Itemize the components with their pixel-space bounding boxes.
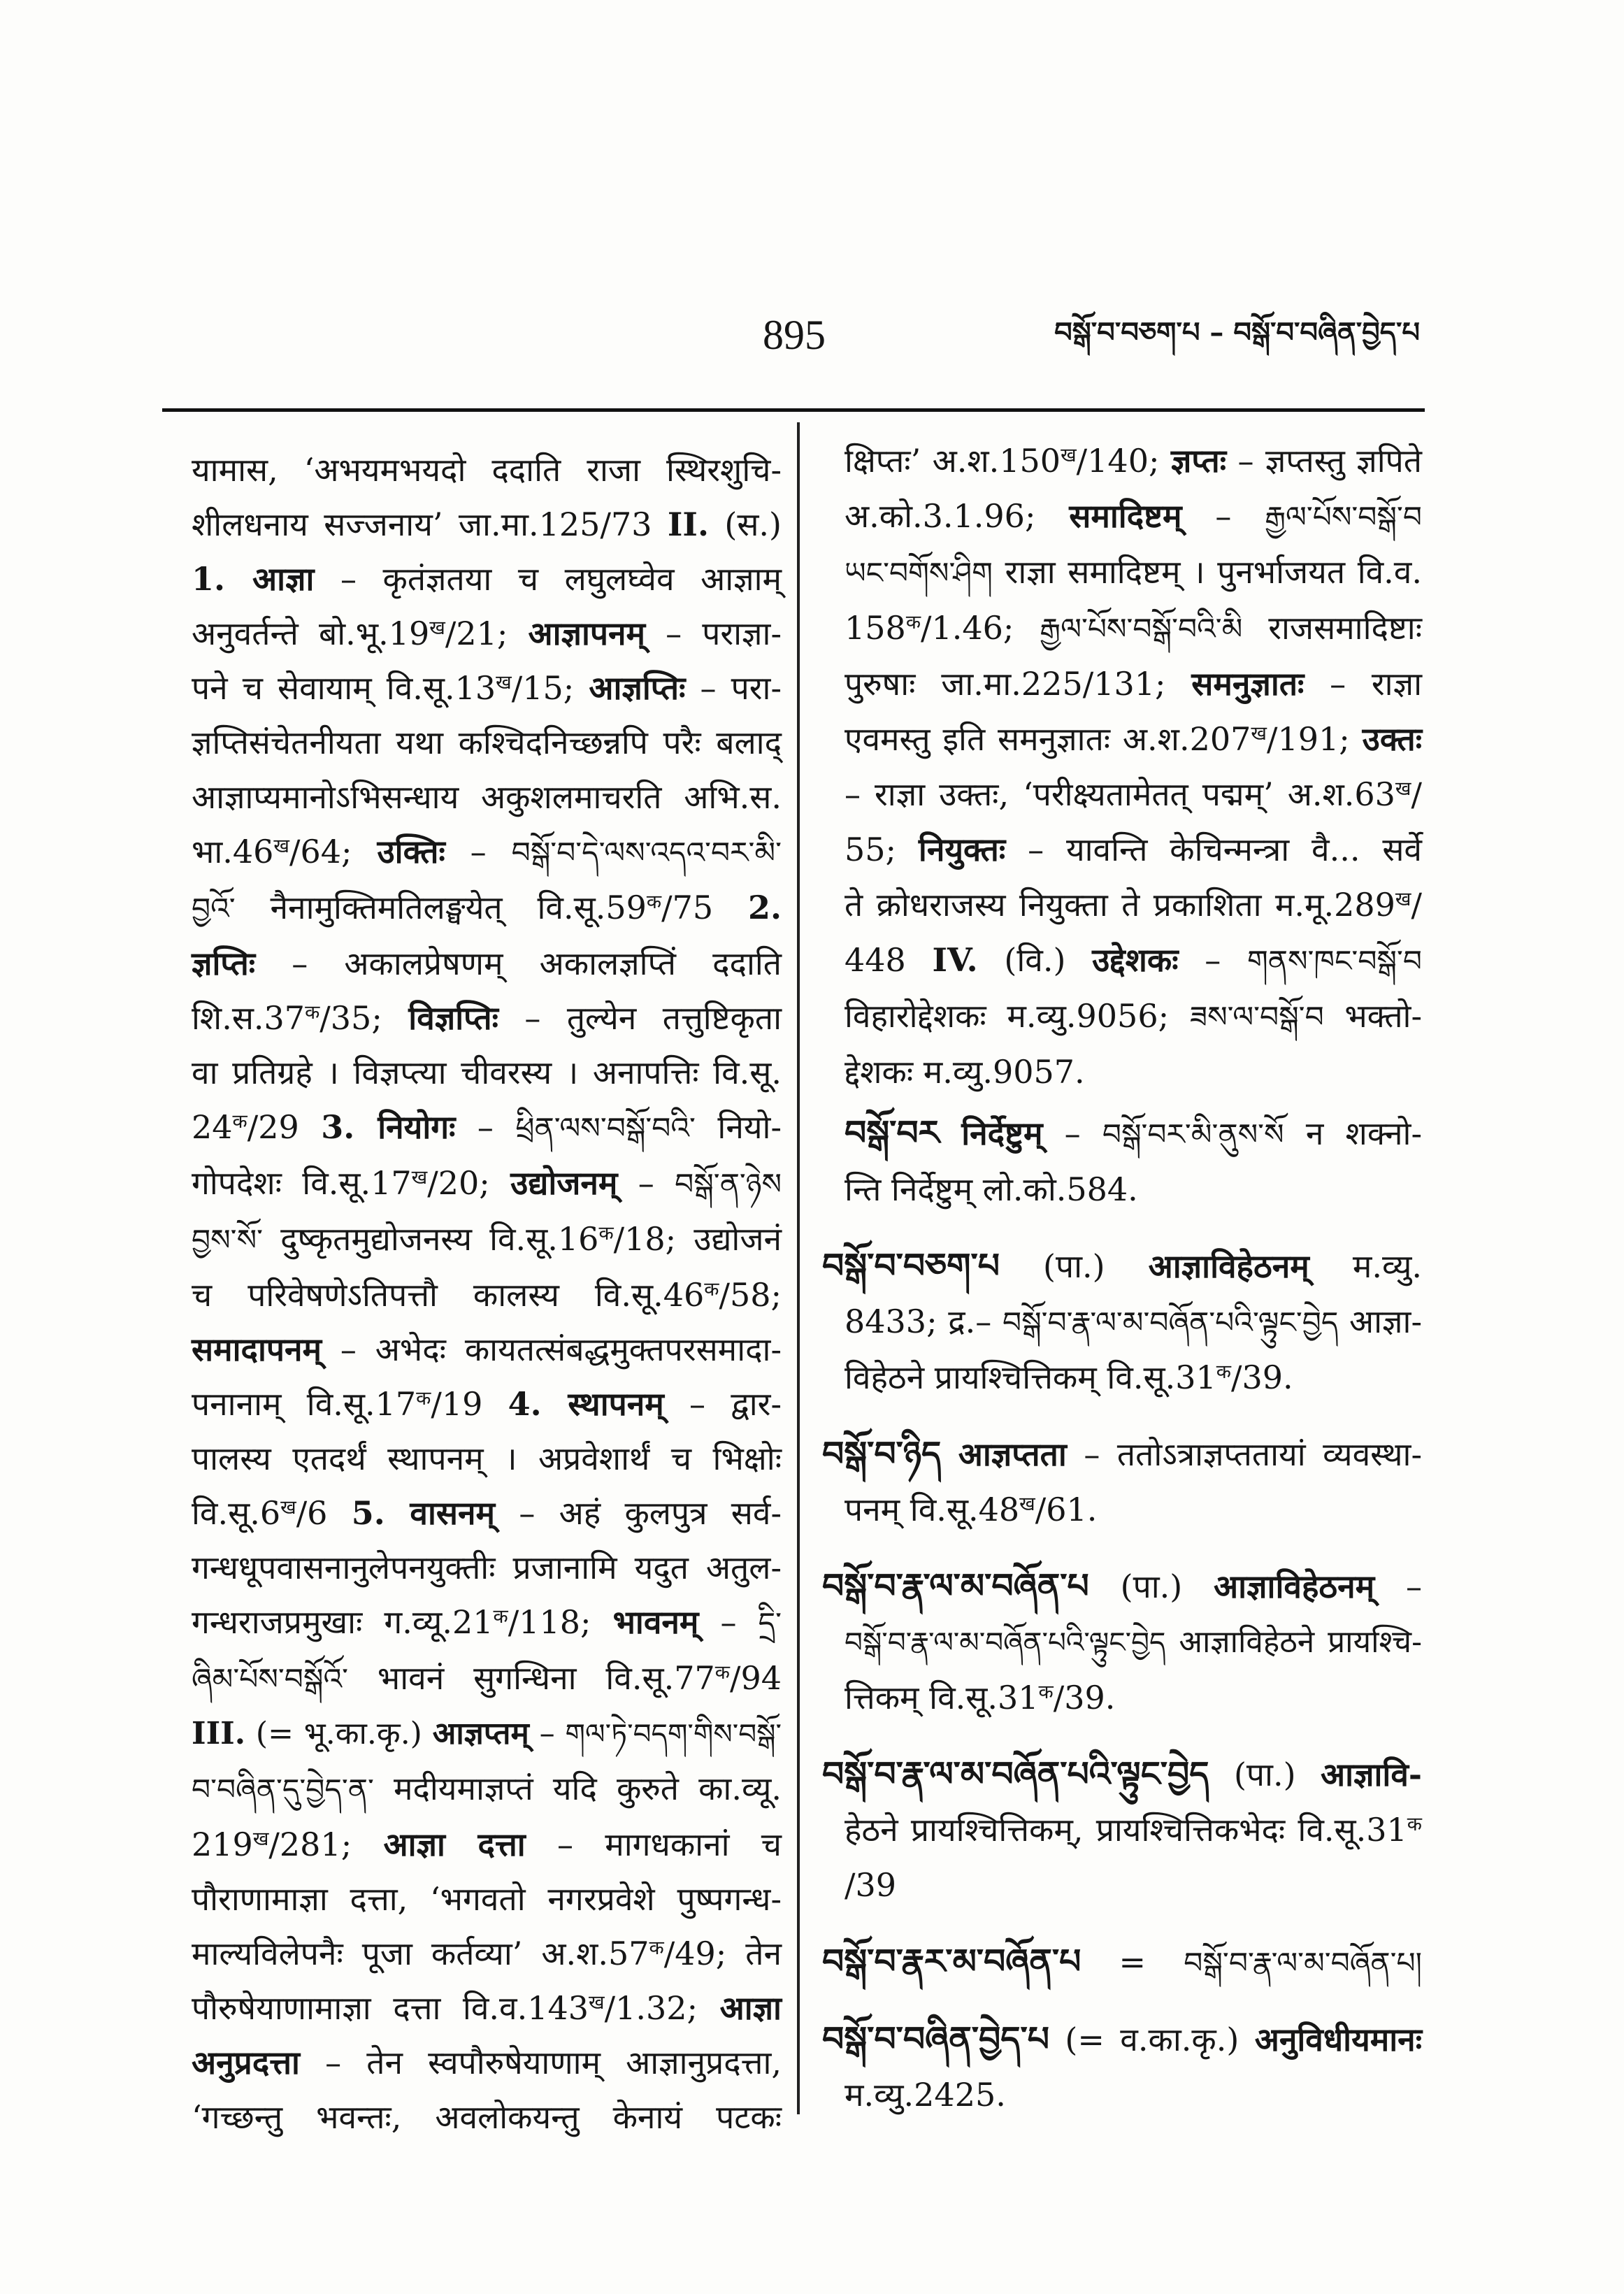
folio-superscript: ख	[252, 1826, 269, 1850]
text-run: (पा.)	[999, 1247, 1149, 1285]
folio-superscript: क	[646, 889, 662, 913]
text-run: /	[1411, 886, 1422, 924]
header-rule	[162, 408, 1425, 412]
text-line	[845, 767, 1422, 822]
text-line	[845, 1294, 1422, 1350]
bold-term: आज्ञाविहेठनम्	[1148, 1247, 1309, 1285]
text-run: /1.32;	[604, 1989, 720, 2027]
text-run: /191;	[1266, 720, 1363, 758]
text-line	[192, 1156, 782, 1212]
text-line	[192, 1817, 782, 1872]
text-run: =	[1081, 1943, 1184, 1981]
text-run: (स.)	[708, 506, 782, 543]
text-run: अनुवर्तन्ते बो.भू.19	[192, 615, 430, 652]
tibetan-text: བསྒོ་བ་རྣ་ལ་མ་བཞོན་པའི་ལྟུང་བྱེད	[1002, 1305, 1339, 1340]
text-run: /39	[845, 1866, 897, 1904]
text-run: (पा.)	[1088, 1568, 1214, 1605]
tibetan-text: བྱའོ་	[192, 891, 236, 926]
bold-term: अनुविधीयमानः	[1254, 2021, 1422, 2058]
text-run: मदीयमाज्ञप्तं यदि कुरुते का.व्यू.	[373, 1770, 782, 1807]
folio-superscript: ख	[280, 1495, 296, 1519]
text-run: शीलधनाय सज्जनाय’ जा.मा.125/73	[192, 506, 668, 543]
bold-term: उद्योजनम्	[510, 1164, 618, 1202]
bold-term: अनुप्रदत्ता	[192, 2044, 300, 2081]
text-run: दुष्कृतमुद्योजनस्य वि.सू.16	[263, 1220, 599, 1258]
text-run: राज्ञा समादिष्टम् । पुनर्भाजयत वि.व.	[992, 553, 1422, 591]
folio-superscript: क	[1407, 1812, 1422, 1835]
text-run: नैनामुक्तिमतिलङ्घयेत् वि.सू.59	[235, 889, 647, 926]
text-run: राजसमादिष्टाः	[1242, 609, 1422, 647]
folio-superscript: ख	[1019, 1491, 1035, 1515]
text-run: /35;	[319, 999, 409, 1037]
text-run: आज्ञाविहेठने प्रायश्चि-	[1165, 1624, 1422, 1660]
text-run: –	[617, 1164, 675, 1202]
text-line	[845, 1105, 1422, 1162]
text-run: /61.	[1035, 1491, 1098, 1528]
text-run: /94	[729, 1659, 782, 1697]
text-line	[192, 1322, 782, 1377]
folio-superscript: ख	[1061, 443, 1077, 466]
text-line	[192, 1707, 782, 1761]
text-run: /75	[661, 889, 748, 926]
folio-superscript: क	[1216, 1359, 1231, 1383]
text-line	[845, 1482, 1422, 1537]
text-run: विहेठने प्रायश्चित्तिकम् वि.सू.31	[845, 1359, 1216, 1396]
text-run: (वि.)	[977, 941, 1093, 979]
bold-term: 4. स्थापनम्	[508, 1385, 664, 1423]
text-run: आज्ञा-	[1338, 1303, 1422, 1340]
text-run: – पराज्ञा-	[645, 615, 782, 652]
bold-term: 1. आज्ञा	[192, 560, 315, 598]
bold-term: 3. नियोगः	[321, 1108, 456, 1146]
text-run: पने च सेवायाम् वि.सू.13	[192, 669, 496, 707]
text-run: – राज्ञा उक्तः, ‘परीक्ष्यतामेतत् पद्मम्’ अ.श.63	[845, 775, 1395, 813]
text-line	[192, 1486, 782, 1540]
text-line	[192, 497, 782, 552]
text-run: –	[698, 1603, 759, 1641]
page-number: 895	[763, 312, 826, 358]
text-line	[192, 1595, 782, 1651]
bold-term: उक्तः	[1362, 720, 1422, 758]
bold-term: II.	[667, 506, 709, 543]
text-run: माल्यविलेपनैः पूजा कर्तव्या’ अ.श.57	[192, 1935, 649, 1972]
text-run: (= भू.का.कृ.)	[245, 1716, 433, 1751]
text-run: –	[1374, 1568, 1422, 1605]
folio-superscript: क	[598, 1221, 614, 1245]
text-run: /1.46;	[921, 609, 1040, 647]
text-run: – कृतंज्ञतया च लघुलघ्वेव आज्ञाम्	[314, 560, 782, 598]
folio-superscript: क	[905, 610, 921, 633]
text-run: पालस्य एतदर्थं स्थापनम् । अप्रवेशार्थं च भिक्षोः	[192, 1440, 782, 1477]
bold-term: IV.	[932, 941, 978, 979]
text-run: – ततोऽत्राज्ञप्ततायां व्यवस्था-	[1066, 1435, 1422, 1473]
text-run: वा प्रतिग्रहे । विज्ञप्त्या चीवरस्य । अनापत्तिः वि.सू.	[192, 1054, 782, 1091]
text-line	[192, 1540, 782, 1595]
text-line	[192, 1651, 782, 1707]
tibetan-text: ཕྲིན་ལས་བསྒོ་བའི་	[515, 1111, 696, 1145]
text-run: 219	[192, 1826, 253, 1863]
bold-term: समादिष्टम्	[1069, 497, 1182, 535]
tibetan-text: གནས་ཁང་བསྒོ་བ	[1246, 944, 1423, 978]
bold-term: समादापनम्	[192, 1331, 322, 1368]
text-run: /29	[247, 1108, 322, 1146]
folio-superscript: ख	[589, 1990, 605, 2014]
text-run: –	[1042, 1114, 1102, 1152]
text-run: भावनं सुगन्धिना वि.सू.77	[348, 1659, 715, 1697]
text-line	[192, 661, 782, 715]
text-run: पौरुषेयाणामाज्ञा दत्ता वि.व.143	[192, 1989, 589, 2027]
folio-superscript: क	[649, 1935, 664, 1959]
text-run: – तुल्येन तत्तुष्टिकृता	[498, 999, 782, 1037]
tibetan-headword: བསྒོ་བར	[845, 1113, 940, 1153]
text-run: /64;	[289, 833, 378, 870]
text-run: /6	[296, 1494, 352, 1532]
bold-term: आज्ञप्तता	[958, 1435, 1067, 1473]
tibetan-text: བསྒོ་བར་མི་ནུས་སོ	[1102, 1117, 1284, 1152]
text-run: एवमस्तु इति समनुज्ञातः अ.श.207	[845, 720, 1251, 758]
text-line	[845, 489, 1422, 545]
text-run: गन्धधूपवासनानुलेपनयुक्तीः प्रजानामि यदुत अतुल-	[192, 1549, 782, 1586]
text-run: –	[445, 833, 512, 870]
tibetan-headword: བསྒོ་བ་ཉིད	[822, 1434, 942, 1474]
text-line	[192, 2035, 782, 2090]
tibetan-headword: བསྒོ་བ་བཅག་པ	[822, 1246, 1000, 1286]
text-line	[192, 552, 782, 606]
tibetan-headword: བསྒོ་བ་རྣ་ལ་མ་བཞོན་པའི་ལྟུང་བྱེད	[822, 1754, 1209, 1794]
text-run: त्तिकम् वि.सू.31	[845, 1679, 1039, 1716]
text-run: ज्ञप्तिसंचेतनीयता यथा कश्चिदनिच्छन्नपि परैः बलाद्	[192, 724, 782, 761]
bold-term: III.	[192, 1716, 246, 1751]
text-run: – अभेदः कायतत्संबद्धमुक्तपरसमादा-	[322, 1331, 782, 1368]
text-run: पौराणामाज्ञा दत्ता, ‘भगवतो नगरप्रवेशे पुष्पगन्ध-	[192, 1880, 782, 1918]
text-line	[192, 1872, 782, 1926]
text-line	[192, 1268, 782, 1322]
bold-term: निर्देष्टुम्	[961, 1114, 1043, 1152]
text-line	[192, 443, 782, 497]
text-run: –	[1181, 497, 1265, 535]
text-run: भक्तो-	[1323, 997, 1423, 1035]
text-run: /140;	[1076, 442, 1171, 480]
tibetan-text: རྒྱལ་པོས་བསྒོ་བ	[1265, 500, 1422, 534]
bold-term: भावनम्	[612, 1603, 699, 1641]
bold-term: ज्ञप्तिः	[192, 945, 256, 982]
text-run: ‘गच्छन्तु भवन्तः, अवलोकयन्तु केनायं पटकः	[192, 2098, 782, 2136]
text-line	[845, 433, 1422, 489]
text-line	[192, 1212, 782, 1268]
tibetan-text: བསྒོ་བ་རྣ་ལ་མ་བཞོན་པའི་ལྟུང་བྱེད	[845, 1626, 1166, 1659]
text-line	[192, 770, 782, 824]
column-divider	[797, 422, 800, 2114]
text-line	[845, 1858, 1422, 1913]
text-run: आज्ञाप्यमानोऽभिसन्धाय अकुशलमाचरति अभि.स.	[192, 778, 782, 816]
text-run: 24	[192, 1108, 233, 1146]
folio-superscript: ख	[273, 833, 289, 857]
bold-term: उक्तिः	[377, 833, 445, 870]
text-line	[845, 545, 1422, 601]
text-run: पनम् वि.सू.48	[845, 1491, 1020, 1528]
text-run: द्देशकः म.व्यु.9057.	[845, 1053, 1085, 1091]
text-line	[845, 1614, 1422, 1670]
text-run: गन्धराजप्रमुखाः ग.व्यू.21	[192, 1603, 494, 1641]
tibetan-headword: བསྒོ་བ་རྣ་ལ་མ་བཞོན་པ	[822, 1566, 1089, 1606]
text-line	[845, 933, 1422, 989]
text-run	[941, 1435, 958, 1473]
bold-term: नियुक्तः	[918, 831, 1006, 868]
folio-superscript: ख	[496, 670, 512, 694]
bold-term: आज्ञावि-	[1321, 1756, 1422, 1793]
bold-term: विज्ञप्तिः	[408, 999, 498, 1037]
tibetan-text: ཞིམ་པོས་བསྒོའོ་	[192, 1662, 349, 1696]
tibetan-text: བསྒོ་བ་རྣ་ལ་མ་བཞོན་པ།	[1184, 1946, 1422, 1980]
text-run: न शक्नो-	[1284, 1114, 1423, 1152]
text-run: /21;	[445, 615, 529, 652]
text-run: पनानाम् वि.सू.17	[192, 1385, 417, 1423]
text-run: – मागधकानां च	[525, 1826, 782, 1863]
text-run: 8433; द्र.–	[845, 1303, 1003, 1340]
text-run: – अहं कुलपुत्र सर्व-	[495, 1494, 782, 1532]
text-line	[192, 991, 782, 1045]
text-run: न्ति निर्देष्टुम् लो.को.584.	[845, 1170, 1138, 1208]
entry-line	[822, 1426, 1422, 1482]
text-line	[192, 824, 782, 880]
text-line	[845, 1162, 1422, 1217]
folio-superscript: क	[416, 1386, 431, 1410]
text-run: – यावन्ति केचिन्मन्त्रा वै... सर्वे	[1005, 831, 1422, 868]
folio-superscript: क	[232, 1109, 247, 1133]
folio-superscript: क	[704, 1277, 719, 1300]
text-run: –	[455, 1108, 516, 1146]
text-line	[845, 601, 1422, 657]
folio-superscript: क	[714, 1660, 730, 1684]
tibetan-text: བསྒོ་ན་ཉེས	[675, 1167, 782, 1201]
text-line	[845, 657, 1422, 712]
text-run: /15;	[511, 669, 589, 707]
text-line	[845, 1350, 1422, 1405]
bold-term: आज्ञप्तिः	[589, 669, 686, 707]
text-run: विहारोद्देशकः म.व्यु.9056;	[845, 997, 1190, 1035]
tibetan-headword: བསྒོ་བ་རྣར་མ་བཞོན་པ	[822, 1942, 1082, 1981]
text-run	[940, 1114, 961, 1152]
right-column	[822, 433, 1423, 2123]
text-run: 55;	[845, 831, 919, 868]
text-line	[192, 1761, 782, 1817]
text-line	[192, 1045, 782, 1100]
text-line	[845, 1045, 1422, 1100]
bold-term: समनुज्ञातः	[1191, 665, 1305, 703]
folio-superscript: ख	[429, 615, 445, 639]
bold-term: आज्ञापनम्	[528, 615, 646, 652]
entry-line	[822, 1238, 1422, 1294]
text-line	[845, 2067, 1422, 2123]
text-run: अ.को.3.1.96;	[845, 497, 1070, 535]
text-line	[845, 712, 1422, 767]
text-run: भा.46	[192, 833, 274, 870]
text-run: – तेन स्वपौरुषेयाणाम् आज्ञानुप्रदत्ता,	[299, 2044, 782, 2081]
text-line	[192, 1100, 782, 1156]
bold-term: 2.	[747, 889, 782, 926]
bold-term: आज्ञा	[719, 1989, 782, 2027]
text-run: पुरुषाः जा.मा.225/131;	[845, 665, 1192, 703]
bold-term: आज्ञा दत्ता	[383, 1826, 526, 1863]
text-run: क्षिप्तः’ अ.श.150	[845, 442, 1061, 480]
text-run: /49; तेन	[663, 1935, 782, 1972]
text-run: म.व्यु.	[1309, 1247, 1422, 1285]
text-run: /18; उद्योजनं	[613, 1220, 782, 1258]
tibetan-text: ཡང་བགོས་ཤིག	[845, 556, 993, 590]
text-line	[845, 989, 1422, 1045]
text-line	[192, 936, 782, 991]
entry-line	[822, 1558, 1422, 1614]
text-run: 448	[845, 941, 933, 979]
text-run: /20;	[427, 1164, 511, 1202]
text-run: (= व.का.कृ.)	[1049, 2021, 1255, 2058]
text-run: नियो-	[695, 1108, 782, 1146]
bold-term: आज्ञप्तम्	[432, 1716, 529, 1751]
text-line	[192, 1981, 782, 2035]
text-line	[192, 2090, 782, 2144]
left-column	[192, 443, 782, 2144]
folio-superscript: क	[1038, 1679, 1054, 1703]
text-run: – द्वार-	[663, 1385, 782, 1423]
text-run: /58;	[719, 1276, 782, 1314]
text-line	[192, 715, 782, 770]
text-run: /118;	[508, 1603, 613, 1641]
text-run: गोपदेशः वि.सू.17	[192, 1164, 412, 1202]
tibetan-text: བ་བཞིན་དུ་བྱེད་ན་	[192, 1772, 374, 1807]
text-line	[845, 877, 1422, 933]
text-run: यामास, ‘अभयमभयदो ददाति राजा स्थिरशुचि-	[192, 451, 782, 489]
text-line	[845, 1802, 1422, 1858]
text-run: /281;	[268, 1826, 384, 1863]
entry-line	[822, 2012, 1422, 2067]
text-line	[192, 1926, 782, 1981]
text-run: –	[529, 1716, 566, 1751]
text-line	[192, 1377, 782, 1431]
text-run: – राज्ञा	[1304, 665, 1422, 703]
text-run: /	[1411, 775, 1422, 813]
text-run: – अकालप्रेषणम् अकालज्ञप्तिं ददाति	[255, 945, 782, 982]
text-run: हेठने प्रायश्चित्तिकम्, प्रायश्चित्तिकभेदः वि.सू.31	[845, 1811, 1407, 1849]
folio-superscript: ख	[1395, 887, 1411, 910]
tibetan-text: དྲི་	[758, 1606, 782, 1640]
text-line	[845, 1670, 1422, 1726]
tibetan-text: ཟས་ལ་བསྒོ་བ	[1189, 1000, 1324, 1034]
text-run: /19	[431, 1385, 508, 1423]
text-run: 158	[845, 609, 906, 647]
text-run: /39.	[1230, 1359, 1293, 1396]
text-run: ते क्रोधराजस्य नियुक्ता ते प्रकाशिता म.मू.289	[845, 886, 1395, 924]
bold-term: उद्देशकः	[1092, 941, 1179, 979]
running-head: བསྒོ་བ་བཅག་པ – བསྒོ་བ་བཞིན་བྱེད་པ	[1054, 316, 1420, 349]
text-line	[192, 880, 782, 936]
text-run: वि.सू.6	[192, 1494, 281, 1532]
text-run: /39.	[1053, 1679, 1116, 1716]
text-run: – परा-	[685, 669, 782, 707]
bold-term: 5. वासनम्	[351, 1494, 496, 1532]
text-run: च परिवेषणेऽतिपत्तौ कालस्य वि.सू.46	[192, 1276, 705, 1314]
folio-superscript: ख	[1251, 721, 1267, 745]
text-run: – ज्ञप्तस्तु ज्ञपिते	[1226, 442, 1422, 480]
tibetan-headword: བསྒོ་བ་བཞིན་བྱེད་པ	[822, 2019, 1049, 2059]
tibetan-text: བསྒོ་བ་དེ་ལས་འདའ་བར་མི་	[511, 836, 782, 870]
tibetan-text: བྱས་སོ་	[192, 1223, 264, 1257]
tibetan-text: གལ་ཏེ་བདག་གིས་བསྒོ་	[565, 1717, 782, 1751]
text-run: –	[1178, 941, 1247, 979]
entry-line	[822, 1747, 1422, 1802]
text-line	[192, 1431, 782, 1486]
text-run: म.व्यु.2425.	[845, 2076, 1006, 2114]
text-line	[845, 822, 1422, 877]
folio-superscript: क	[493, 1604, 508, 1628]
bold-term: आज्ञाविहेठनम्	[1214, 1568, 1375, 1605]
text-run: (पा.)	[1209, 1756, 1321, 1793]
tibetan-text: རྒྱལ་པོས་བསྒོ་བའི་མི	[1040, 612, 1243, 646]
folio-superscript: ख	[411, 1165, 428, 1189]
folio-superscript: क	[305, 1000, 320, 1024]
text-run: शि.स.37	[192, 999, 306, 1037]
folio-superscript: ख	[1395, 776, 1411, 800]
entry-line	[822, 1934, 1422, 1991]
text-line	[192, 606, 782, 661]
bold-term: ज्ञप्तः	[1170, 442, 1227, 480]
